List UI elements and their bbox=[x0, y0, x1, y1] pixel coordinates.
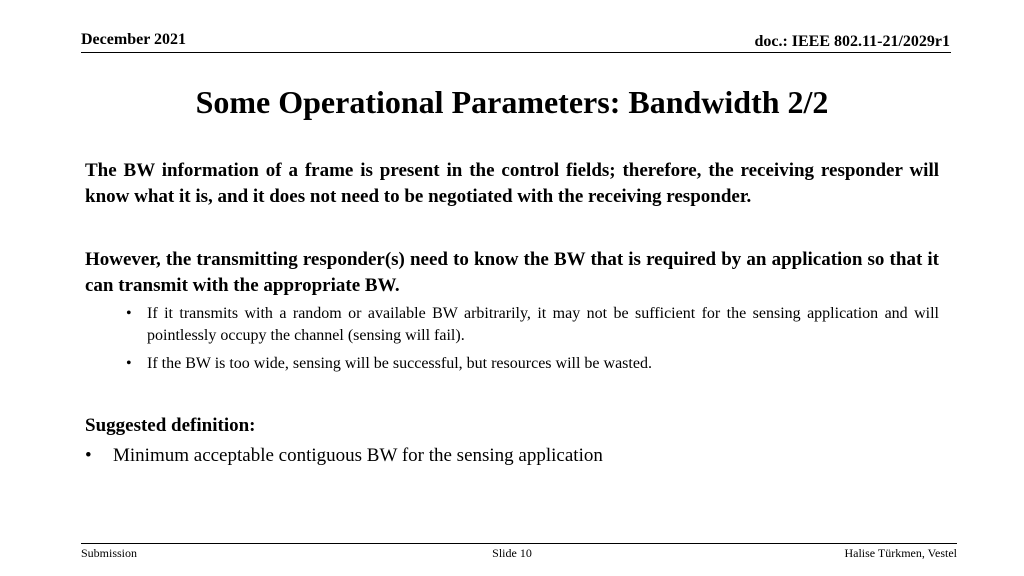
paragraph-bw-info: The BW information of a frame is present in the control fields; therefore, the receiving responder will know what it is, and it does not need to be negotiated with the receiving responder. bbox=[85, 160, 939, 207]
sub-bullet-item bbox=[126, 353, 939, 375]
slide-title: Some Operational Parameters: Bandwidth 2/2 bbox=[195, 84, 829, 120]
suggested-definition-text: Minimum acceptable contiguous BW for the sensing application bbox=[113, 445, 603, 466]
header-divider bbox=[81, 52, 951, 53]
suggested-definition-item bbox=[85, 443, 939, 469]
header-doc-id: doc.: IEEE 802.11-21/2029r1 bbox=[754, 33, 950, 50]
bullet-icon: • bbox=[85, 445, 92, 466]
suggested-definition-heading: Suggested definition: bbox=[85, 415, 256, 436]
slide-body bbox=[85, 158, 939, 469]
sub-bullet-text: If it transmits with a random or available BW arbitrarily, it may not be sufficient for the sensing application and will pointlessly occupy the channel (sensing will fail). bbox=[147, 305, 939, 344]
footer-author: Halise Türkmen, Vestel bbox=[844, 546, 957, 560]
suggested-definition-list bbox=[85, 443, 939, 469]
sub-bullet-item bbox=[126, 303, 939, 347]
bullet-icon: • bbox=[126, 355, 132, 372]
footer-submission: Submission bbox=[81, 546, 138, 560]
footer-divider bbox=[81, 543, 957, 544]
paragraph-transmitting-responder: However, the transmitting responder(s) need to know the BW that is required by an application so that it can transmit with the appropriate BW. bbox=[85, 249, 939, 296]
header-date: December 2021 bbox=[81, 31, 186, 48]
sub-bullet-list bbox=[85, 303, 939, 375]
footer-slide-number: Slide 10 bbox=[492, 546, 532, 560]
bullet-icon: • bbox=[126, 305, 132, 322]
sub-bullet-text: If the BW is too wide, sensing will be successful, but resources will be wasted. bbox=[147, 355, 652, 372]
